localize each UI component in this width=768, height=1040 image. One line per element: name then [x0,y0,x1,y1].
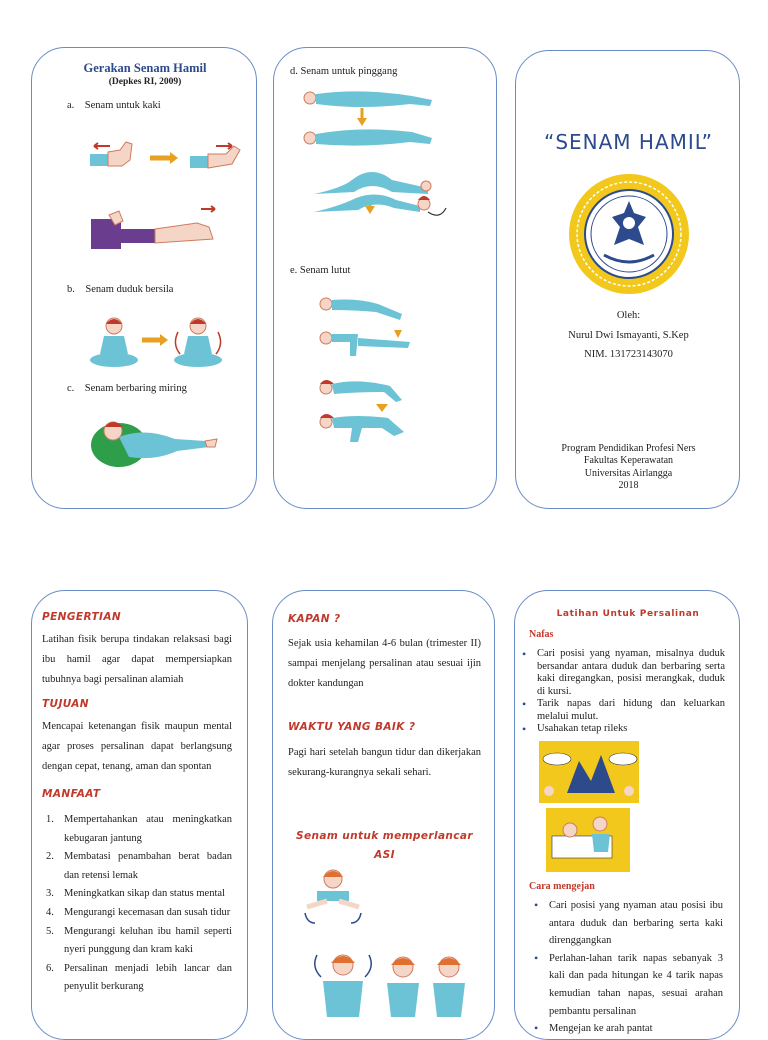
asi-exercise-illustration-1 [303,867,363,929]
list-item: • Mengejan ke arah pantat [527,1020,723,1038]
list-item: • Tarik napas dari hidung dan keluarkan melalui mulut. [515,698,725,723]
side-lying-illustration [85,411,220,483]
panel-gerakan-lanjutan [273,47,497,509]
item-label-a: a. Senam untuk kaki [67,100,161,111]
list-item: 3. Meningkatkan sikap dan status mental [46,888,225,900]
list-item: 4. Mengurangi kecemasan dan susah tidur [46,906,231,918]
pengertian-heading: PENGERTIAN [42,611,122,623]
asi-heading-line2: ASI [374,849,395,861]
item-label-b: b. Senam duduk bersila [67,284,174,295]
cover-program: Program Pendidikan Profesi Ners [561,443,696,454]
waktu-text: Pagi hari setelah bangun tidur dan dikerjakan sekurang-kurangnya sekali sehari. [288,747,481,778]
asi-heading [273,827,496,865]
cara-mengejan-label: Cara mengejan [529,881,595,892]
panel-title: Gerakan Senam Hamil [83,61,207,75]
panel-pengertian [31,590,248,1040]
manfaat-heading: MANFAAT [42,788,101,800]
cover-university: Universitas Airlangga [584,467,673,479]
cara-mengejan-list [527,897,723,1038]
tujuan-heading: TUJUAN [42,698,89,710]
item-label-d: d. Senam untuk pinggang [290,66,398,77]
panel-subtitle: (Depkes RI, 2009) [108,77,182,87]
panel-gerakan-senam [31,47,257,509]
manfaat-list [44,811,232,997]
labor-illustration [546,808,630,872]
nafas-list [515,648,725,736]
panel-kapan [272,590,495,1040]
waktu-heading: WAKTU YANG BAIK ? [288,721,416,733]
list-item: 5. Mengurangi keluhan ibu hamil seperti nyeri punggung dan kram kaki [46,925,232,956]
list-item: • Usahakan tetap rileks [515,723,725,736]
list-item: • Cari posisi yang nyaman, misalnya duduk bersandar antara duduk dan berbaring serta kaki diregangkan, posisi merangkak, duduk di kursi. [515,648,725,698]
feet-exercise-illustration [86,140,246,180]
panel-cover [515,50,740,509]
nafas-label: Nafas [529,629,554,640]
university-seal-logo [568,173,690,295]
list-item: 2. Membatasi penambahan berat badan dan retensi lemak [46,851,232,881]
knee-exercise-illustration [318,292,438,452]
list-item: • Perlahan-lahan tarik napas sebanyak 3 kali dan pada hitungan ke 4 tarik napas kemudian tahan napas, sesuai arahan pembantu persalinan [527,950,723,1020]
sitting-exercise-illustration [86,314,236,374]
asi-heading-line1: Senam untuk memperlancar [296,830,473,842]
pengertian-text: Latihan fisik berupa tindakan relaksasi bagi ibu hamil agar dapat mempersiapkan tubuhnya bagi persalinan alamiah [42,634,232,685]
item-label-e: e. Senam lutut [290,265,351,276]
tujuan-text: Mencapai ketenangan fisik maupun mental agar proses persalinan dapat berlangsung dengan cepat, tenang, aman dan spontan [42,721,232,772]
cover-nim: NIM. 131723143070 [584,349,673,360]
list-item: • Cari posisi yang nyaman atau posisi ibu antara duduk dan berbaring serta kaki direnggangkan [527,897,723,950]
kapan-heading: KAPAN ? [288,613,341,625]
legs-exercise-illustration [89,205,224,255]
kapan-text: Sejak usia kehamilan 4-6 bulan (trimester II) sampai menjelang persalinan atau sesuai ijin dokter kandungan [288,638,481,689]
list-item: 1. Mempertahankan atau meningkatkan kebugaran jantung [46,814,232,844]
waist-exercise-illustration-2 [310,186,450,222]
latihan-heading: Latihan Untuk Persalinan [556,609,700,619]
panel-latihan-persalinan [514,590,740,1040]
list-item: 6. Persalinan menjadi lebih lancar dan penyulit berkurang [46,962,232,993]
breathing-illustration [539,741,639,803]
cover-title: “SENAM HAMIL” [543,130,714,154]
item-label-c: c. Senam berbaring miring [67,383,187,394]
cover-author: Nurul Dwi Ismayanti, S.Kep [568,330,689,341]
cover-year: 2018 [618,480,639,492]
cover-oleh: Oleh: [616,310,641,321]
cover-institution [516,443,741,493]
asi-exercise-illustration-2 [303,947,478,1027]
cover-faculty: Fakultas Keperawatan [583,455,674,467]
